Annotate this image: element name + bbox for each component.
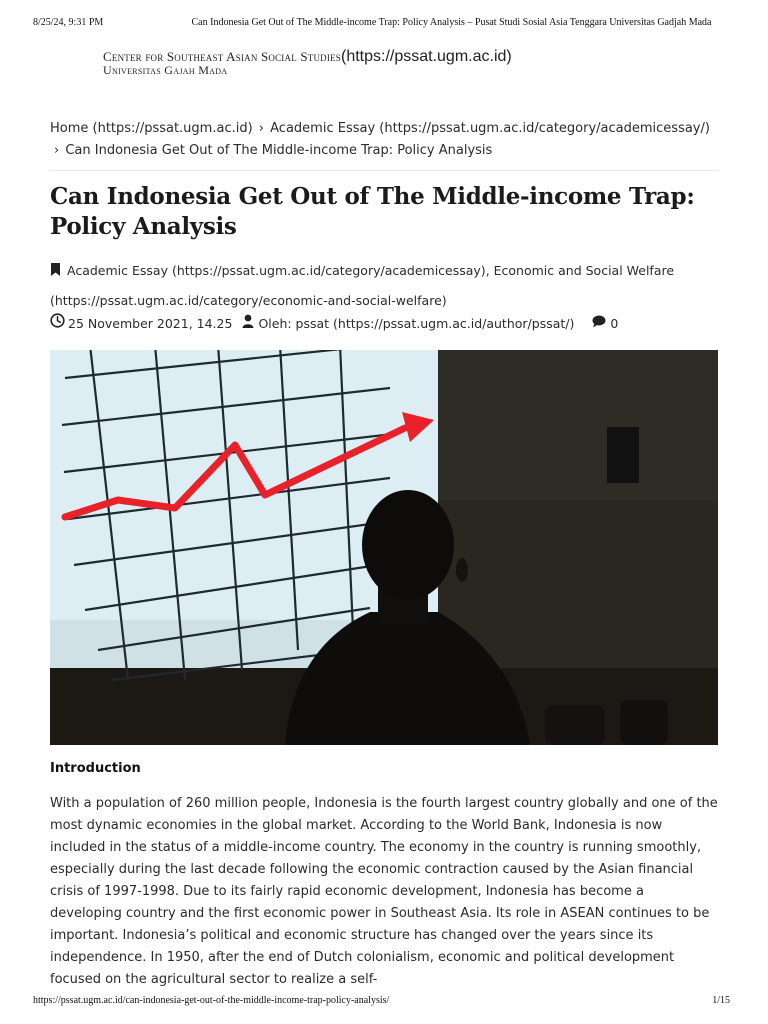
article-title: Can Indonesia Get Out of The Middle-income Trap: Policy Analysis — [50, 183, 695, 240]
category-links-line2[interactable]: (https://pssat.ugm.ac.id/category/economic-and-social-welfare) — [50, 293, 447, 308]
print-header — [33, 17, 730, 31]
comment-count[interactable]: 0 — [610, 315, 619, 331]
article-categories — [50, 256, 718, 315]
site-name[interactable]: Center for Southeast Asian Social Studies — [103, 49, 341, 64]
article-meta — [50, 313, 718, 334]
site-url[interactable]: (https://pssat.ugm.ac.id) — [340, 48, 512, 65]
site-branding[interactable] — [103, 48, 512, 78]
breadcrumb-category-link[interactable]: Academic Essay (https://pssat.ugm.ac.id/category/academicessay/) — [270, 121, 710, 136]
divider — [50, 170, 718, 171]
university-name: Universitas Gajah Mada — [103, 63, 228, 77]
print-footer-url: https://pssat.ugm.ac.id/can-indonesia-get-out-of-the-middle-income-trap-policy-analysis/ — [33, 995, 390, 1006]
user-icon — [242, 314, 254, 334]
breadcrumb-home-link[interactable]: Home (https://pssat.ugm.ac.id) — [50, 121, 253, 136]
category-links-line1[interactable]: Academic Essay (https://pssat.ugm.ac.id/category/academicessay), Economic and Social Welfare — [67, 263, 675, 278]
comment-bubble-icon[interactable] — [592, 314, 606, 334]
author-link[interactable]: Oleh: pssat (https://pssat.ugm.ac.id/author/pssat/) — [258, 315, 575, 331]
breadcrumb-separator: › — [258, 121, 264, 136]
article-paragraph: With a population of 260 million people, Indonesia is the fourth largest country globally and one of the most dynamic economies in the global market. According to the World Bank, Indonesia is now included in the status of a middle-income country. The economy in the country is running smoothly, especially during the last decade following the economic contraction caused by the Asian financial crisis of 1997-1998. Due to its fairly rapid economic development, Indonesia has become a developing country and the first economic power in Southeast Asia. Its role in ASEAN continues to be important. Indonesia’s political and economic structure has changed over the years since its independence. In 1950, after the end of Dutch colonialism, economic and political development focused on the agricultural sector to realize a self- — [50, 796, 718, 987]
section-heading: Introduction — [50, 761, 141, 776]
clock-icon — [50, 313, 65, 334]
bookmark-icon — [50, 257, 61, 286]
print-datetime: 8/25/24, 9:31 PM — [33, 17, 104, 28]
publish-date: 25 November 2021, 14.25 — [68, 315, 233, 331]
breadcrumb-separator: › — [54, 143, 60, 158]
breadcrumb-current: Can Indonesia Get Out of The Middle-income Trap: Policy Analysis — [65, 143, 493, 158]
breadcrumb — [50, 118, 718, 162]
print-page-number: 1/15 — [712, 995, 730, 1006]
featured-image — [50, 350, 718, 745]
print-page-title: Can Indonesia Get Out of The Middle-income Trap: Policy Analysis – Pusat Studi Sosial Asia Tenggara Universitas Gadjah Mada — [191, 17, 712, 28]
